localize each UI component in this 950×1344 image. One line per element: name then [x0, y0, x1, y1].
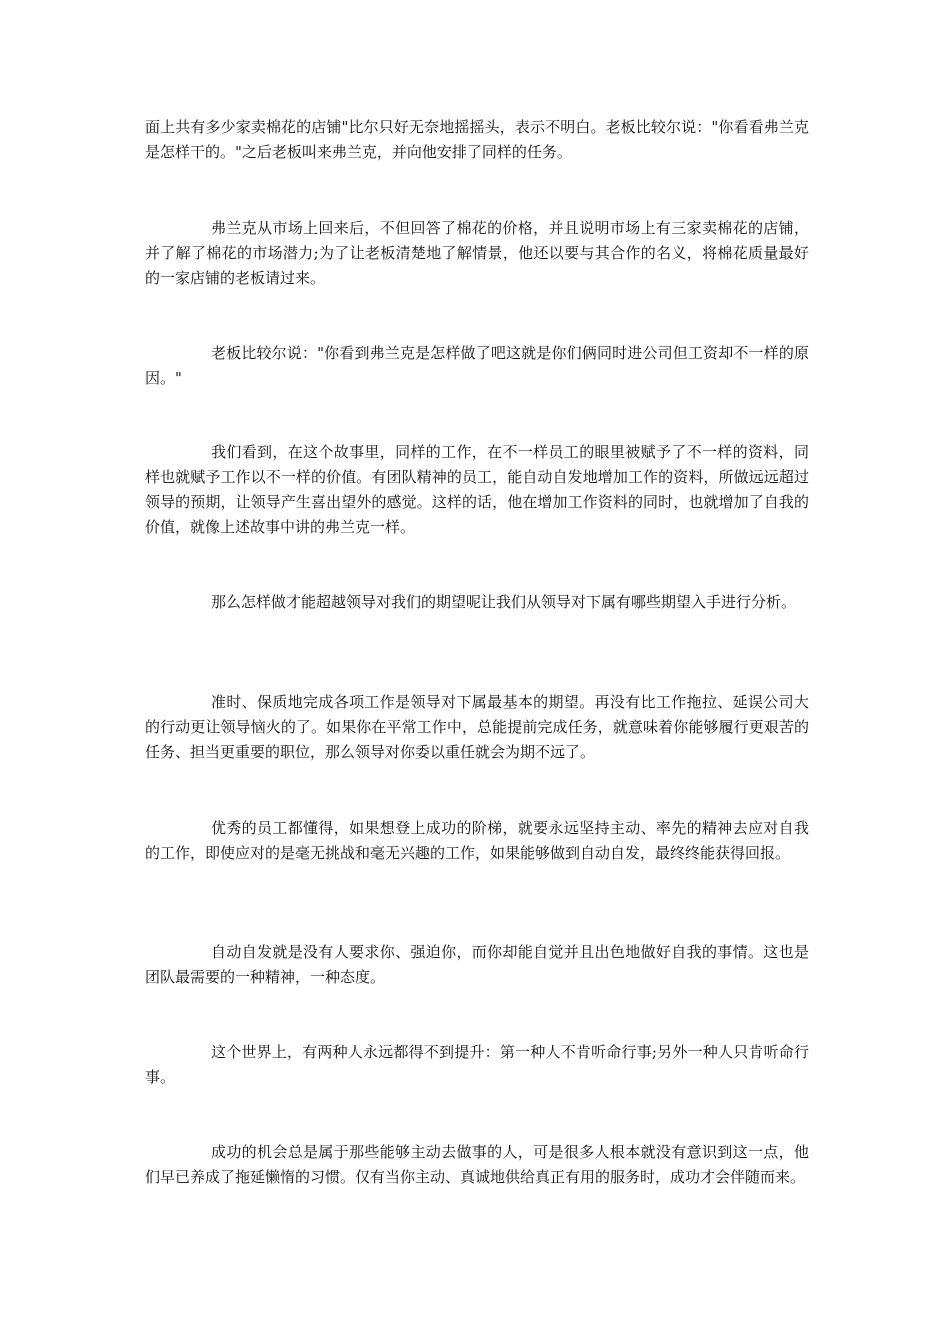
- paragraph-6: 准时、保质地完成各项工作是领导对下属最基本的期望。再没有比工作拖拉、延误公司大的行动更让领导恼火的了。如果你在平常工作中，总能提前完成任务，就意味着你能够履行更艰苦的任务、担当更重要的职位，那么领导对你委以重任就会为期不远了。: [145, 693, 809, 761]
- paragraph-2: 弗兰克从市场上回来后，不但回答了棉花的价格，并且说明市场上有三家卖棉花的店铺，并了解了棉花的市场潜力;为了让老板清楚地了解情景，他还以要与其合作的名义，将棉花质量最好的一家店铺的老板请过来。: [145, 219, 809, 287]
- paragraph-1: 面上共有多少家卖棉花的店铺"比尔只好无奈地摇摇头，表示不明白。老板比较尔说："你看看弗兰克是怎样干的。"之后老板叫来弗兰克，并向他安排了同样的任务。: [145, 118, 809, 161]
- paragraph-9: 这个世界上，有两种人永远都得不到提升：第一种人不肯听命行事;另外一种人只肯听命行事。: [145, 1043, 809, 1086]
- paragraph-8: 自动自发就是没有人要求你、强迫你，而你却能自觉并且出色地做好自我的事情。这也是团队最需要的一种精神，一种态度。: [145, 943, 809, 986]
- paragraph-4: 我们看到，在这个故事里，同样的工作，在不一样员工的眼里被赋予了不一样的资料，同样也就赋予工作以不一样的价值。有团队精神的员工，能自动自发地增加工作的资料，所做远远超过领导的预期，让领导产生喜出望外的感觉。这样的话，他在增加工作资料的同时，也就增加了自我的价值，就像上述故事中讲的弗兰克一样。: [145, 443, 809, 536]
- paragraph-3: 老板比较尔说："你看到弗兰克是怎样做了吧这就是你们俩同时进公司但工资却不一样的原因。": [145, 344, 809, 387]
- paragraph-10: 成功的机会总是属于那些能够主动去做事的人，可是很多人根本就没有意识到这一点，他们早已养成了拖延懒惰的习惯。仅有当你主动、真诚地供给真正有用的服务时，成功才会伴随而来。: [145, 1143, 809, 1186]
- paragraph-5: 那么怎样做才能超越领导对我们的期望呢让我们从领导对下属有哪些期望入手进行分析。: [211, 593, 797, 611]
- paragraph-7: 优秀的员工都懂得，如果想登上成功的阶梯，就要永远坚持主动、率先的精神去应对自我的工作，即使应对的是毫无挑战和毫无兴趣的工作，如果能够做到自动自发，最终终能获得回报。: [145, 819, 809, 862]
